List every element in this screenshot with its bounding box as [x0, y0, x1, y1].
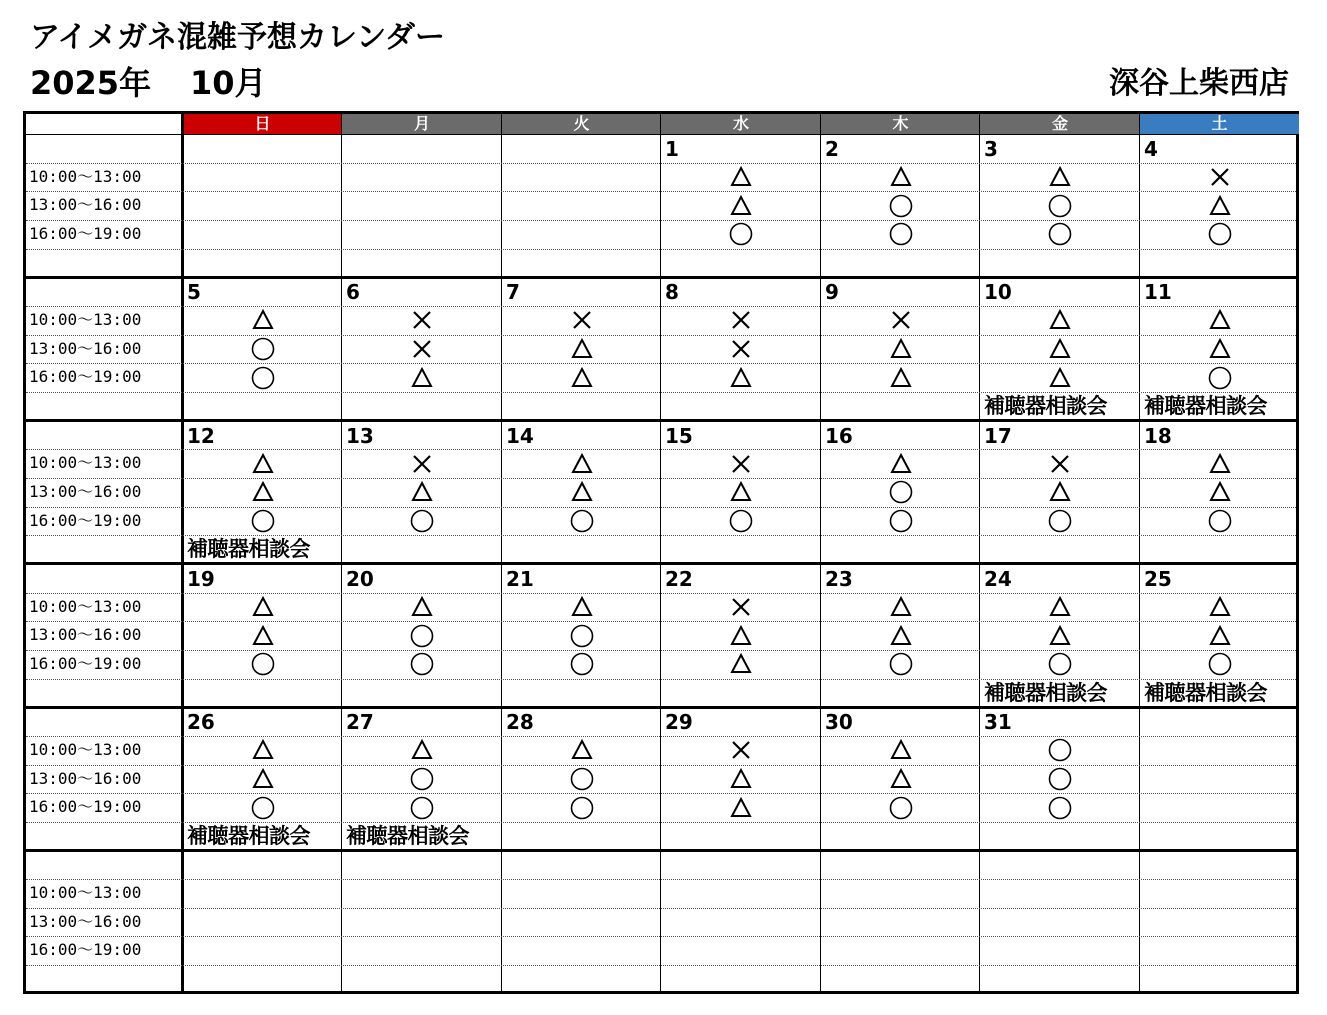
availability-cross-icon [729, 308, 753, 332]
day-number: 24 [984, 567, 1012, 591]
day-number: 28 [506, 710, 534, 734]
slot-divider [26, 936, 1296, 937]
column-divider [979, 114, 980, 991]
column-divider [341, 114, 342, 991]
availability-circle-icon [1208, 222, 1232, 246]
availability-cross-icon [410, 452, 434, 476]
availability-cross-icon [410, 337, 434, 361]
availability-triangle-icon [251, 624, 275, 648]
availability-circle-icon [1048, 652, 1072, 676]
availability-circle-icon [410, 767, 434, 791]
day-number: 17 [984, 424, 1012, 448]
event-note: 補聴器相談会 [984, 394, 1107, 418]
slot-divider [26, 249, 1296, 250]
availability-triangle-icon [1048, 308, 1072, 332]
availability-triangle-icon [889, 767, 913, 791]
header-divider [26, 134, 1296, 135]
availability-triangle-icon [889, 337, 913, 361]
availability-cross-icon [570, 308, 594, 332]
availability-triangle-icon [251, 480, 275, 504]
slot-divider [26, 736, 1296, 737]
availability-triangle-icon [1048, 595, 1072, 619]
availability-circle-icon [889, 796, 913, 820]
time-slot-label: 10:00～13:00 [29, 597, 142, 616]
availability-circle-icon [729, 509, 753, 533]
day-number: 2 [825, 137, 839, 161]
availability-circle-icon [251, 366, 275, 390]
availability-triangle-icon [1048, 366, 1072, 390]
day-number: 7 [506, 280, 520, 304]
availability-triangle-icon [729, 624, 753, 648]
availability-circle-icon [410, 796, 434, 820]
slot-divider [26, 478, 1296, 479]
weekday-header: 月 [342, 114, 502, 134]
time-slot-label: 16:00～19:00 [29, 797, 142, 816]
calendar-grid [23, 111, 1299, 994]
availability-triangle-icon [1208, 624, 1232, 648]
day-number: 27 [346, 710, 374, 734]
column-divider [501, 114, 502, 991]
time-slot-label: 10:00～13:00 [29, 453, 142, 472]
time-slot-label: 16:00～19:00 [29, 654, 142, 673]
availability-circle-icon [410, 652, 434, 676]
availability-cross-icon [410, 308, 434, 332]
availability-triangle-icon [1208, 308, 1232, 332]
availability-cross-icon [729, 337, 753, 361]
day-number: 31 [984, 710, 1012, 734]
availability-triangle-icon [251, 595, 275, 619]
slot-divider [26, 335, 1296, 336]
time-slot-label: 10:00～13:00 [29, 310, 142, 329]
availability-triangle-icon [570, 337, 594, 361]
day-number: 4 [1144, 137, 1158, 161]
event-note: 補聴器相談会 [346, 824, 469, 848]
availability-cross-icon [1208, 165, 1232, 189]
availability-circle-icon [1048, 738, 1072, 762]
event-note: 補聴器相談会 [1144, 681, 1267, 705]
day-number: 10 [984, 280, 1012, 304]
availability-circle-icon [1048, 796, 1072, 820]
day-number: 22 [665, 567, 693, 591]
day-number: 16 [825, 424, 853, 448]
slot-divider [26, 449, 1296, 450]
column-divider [660, 114, 661, 991]
availability-triangle-icon [1048, 480, 1072, 504]
store-name: 深谷上柴西店 [1109, 66, 1289, 101]
availability-triangle-icon [889, 165, 913, 189]
availability-triangle-icon [1208, 194, 1232, 218]
availability-triangle-icon [410, 480, 434, 504]
time-slot-label: 16:00～19:00 [29, 940, 142, 959]
slot-divider [26, 191, 1296, 192]
time-slot-label: 16:00～19:00 [29, 224, 142, 243]
availability-triangle-icon [1208, 595, 1232, 619]
slot-divider [26, 220, 1296, 221]
availability-circle-icon [1208, 366, 1232, 390]
weekday-header: 火 [502, 114, 661, 134]
availability-triangle-icon [729, 767, 753, 791]
day-number: 29 [665, 710, 693, 734]
availability-triangle-icon [570, 366, 594, 390]
time-slot-label: 13:00～16:00 [29, 339, 142, 358]
slot-divider [26, 621, 1296, 622]
time-slot-label: 13:00～16:00 [29, 769, 142, 788]
slot-divider [26, 765, 1296, 766]
availability-triangle-icon [1208, 480, 1232, 504]
availability-triangle-icon [570, 738, 594, 762]
day-number: 30 [825, 710, 853, 734]
weekday-header: 金 [980, 114, 1140, 134]
availability-triangle-icon [570, 595, 594, 619]
availability-triangle-icon [889, 595, 913, 619]
day-number: 11 [1144, 280, 1172, 304]
availability-triangle-icon [251, 738, 275, 762]
availability-triangle-icon [410, 366, 434, 390]
slot-divider [26, 306, 1296, 307]
column-divider [181, 114, 184, 991]
time-slot-label: 13:00～16:00 [29, 482, 142, 501]
availability-circle-icon [570, 767, 594, 791]
column-divider [1139, 114, 1140, 991]
weekday-header: 日 [183, 114, 342, 134]
time-slot-label: 10:00～13:00 [29, 740, 142, 759]
availability-triangle-icon [729, 165, 753, 189]
availability-triangle-icon [889, 366, 913, 390]
day-number: 1 [665, 137, 679, 161]
event-note: 補聴器相談会 [187, 824, 310, 848]
slot-divider [26, 363, 1296, 364]
day-number: 26 [187, 710, 215, 734]
availability-triangle-icon [570, 480, 594, 504]
day-number: 9 [825, 280, 839, 304]
year-label: 2025年 [30, 64, 152, 102]
availability-triangle-icon [251, 767, 275, 791]
day-number: 6 [346, 280, 360, 304]
time-slot-label: 16:00～19:00 [29, 367, 142, 386]
availability-circle-icon [1048, 194, 1072, 218]
week-divider [26, 276, 1296, 279]
availability-circle-icon [889, 652, 913, 676]
availability-circle-icon [410, 624, 434, 648]
availability-circle-icon [570, 652, 594, 676]
time-slot-label: 13:00～16:00 [29, 195, 142, 214]
availability-triangle-icon [889, 452, 913, 476]
availability-circle-icon [251, 652, 275, 676]
event-note: 補聴器相談会 [1144, 394, 1267, 418]
day-number: 19 [187, 567, 215, 591]
time-slot-label: 10:00～13:00 [29, 883, 142, 902]
availability-circle-icon [251, 796, 275, 820]
availability-cross-icon [889, 308, 913, 332]
time-slot-label: 10:00～13:00 [29, 167, 142, 186]
slot-divider [26, 593, 1296, 594]
column-divider [820, 114, 821, 991]
day-number: 18 [1144, 424, 1172, 448]
availability-circle-icon [1048, 767, 1072, 791]
weekday-header: 土 [1140, 114, 1299, 134]
page-title: アイメガネ混雑予想カレンダー [30, 20, 446, 55]
day-number: 20 [346, 567, 374, 591]
day-number: 5 [187, 280, 201, 304]
availability-circle-icon [889, 480, 913, 504]
day-number: 21 [506, 567, 534, 591]
availability-circle-icon [251, 337, 275, 361]
availability-triangle-icon [1048, 165, 1072, 189]
availability-triangle-icon [729, 366, 753, 390]
event-note: 補聴器相談会 [187, 537, 310, 561]
availability-cross-icon [729, 595, 753, 619]
availability-circle-icon [570, 796, 594, 820]
weekday-header: 木 [821, 114, 980, 134]
day-number: 3 [984, 137, 998, 161]
availability-triangle-icon [1048, 337, 1072, 361]
event-note: 補聴器相談会 [984, 681, 1107, 705]
day-number: 15 [665, 424, 693, 448]
availability-triangle-icon [1208, 337, 1232, 361]
availability-triangle-icon [729, 652, 753, 676]
availability-circle-icon [889, 222, 913, 246]
slot-divider [26, 879, 1296, 880]
availability-circle-icon [570, 509, 594, 533]
slot-divider [26, 908, 1296, 909]
availability-circle-icon [889, 509, 913, 533]
time-slot-label: 13:00～16:00 [29, 625, 142, 644]
slot-divider [26, 163, 1296, 164]
day-number: 12 [187, 424, 215, 448]
slot-divider [26, 650, 1296, 651]
month-label: 10月 [190, 64, 267, 102]
availability-triangle-icon [251, 308, 275, 332]
availability-triangle-icon [1208, 452, 1232, 476]
time-slot-label: 16:00～19:00 [29, 511, 142, 530]
availability-cross-icon [729, 738, 753, 762]
availability-triangle-icon [410, 595, 434, 619]
availability-circle-icon [889, 194, 913, 218]
slot-divider [26, 965, 1296, 966]
availability-circle-icon [1048, 222, 1072, 246]
day-number: 8 [665, 280, 679, 304]
slot-divider [26, 793, 1296, 794]
availability-triangle-icon [251, 452, 275, 476]
day-number: 23 [825, 567, 853, 591]
availability-triangle-icon [570, 452, 594, 476]
availability-circle-icon [729, 222, 753, 246]
availability-triangle-icon [410, 738, 434, 762]
availability-cross-icon [1048, 452, 1072, 476]
day-number: 25 [1144, 567, 1172, 591]
weekday-header: 水 [661, 114, 821, 134]
availability-circle-icon [1208, 652, 1232, 676]
availability-circle-icon [1208, 509, 1232, 533]
availability-circle-icon [410, 509, 434, 533]
availability-triangle-icon [729, 480, 753, 504]
availability-triangle-icon [729, 796, 753, 820]
availability-cross-icon [729, 452, 753, 476]
day-number: 13 [346, 424, 374, 448]
slot-divider [26, 507, 1296, 508]
availability-triangle-icon [1048, 624, 1072, 648]
availability-triangle-icon [729, 194, 753, 218]
availability-triangle-icon [889, 738, 913, 762]
availability-triangle-icon [889, 624, 913, 648]
availability-circle-icon [1048, 509, 1072, 533]
availability-circle-icon [570, 624, 594, 648]
day-number: 14 [506, 424, 534, 448]
time-slot-label: 13:00～16:00 [29, 912, 142, 931]
availability-circle-icon [251, 509, 275, 533]
